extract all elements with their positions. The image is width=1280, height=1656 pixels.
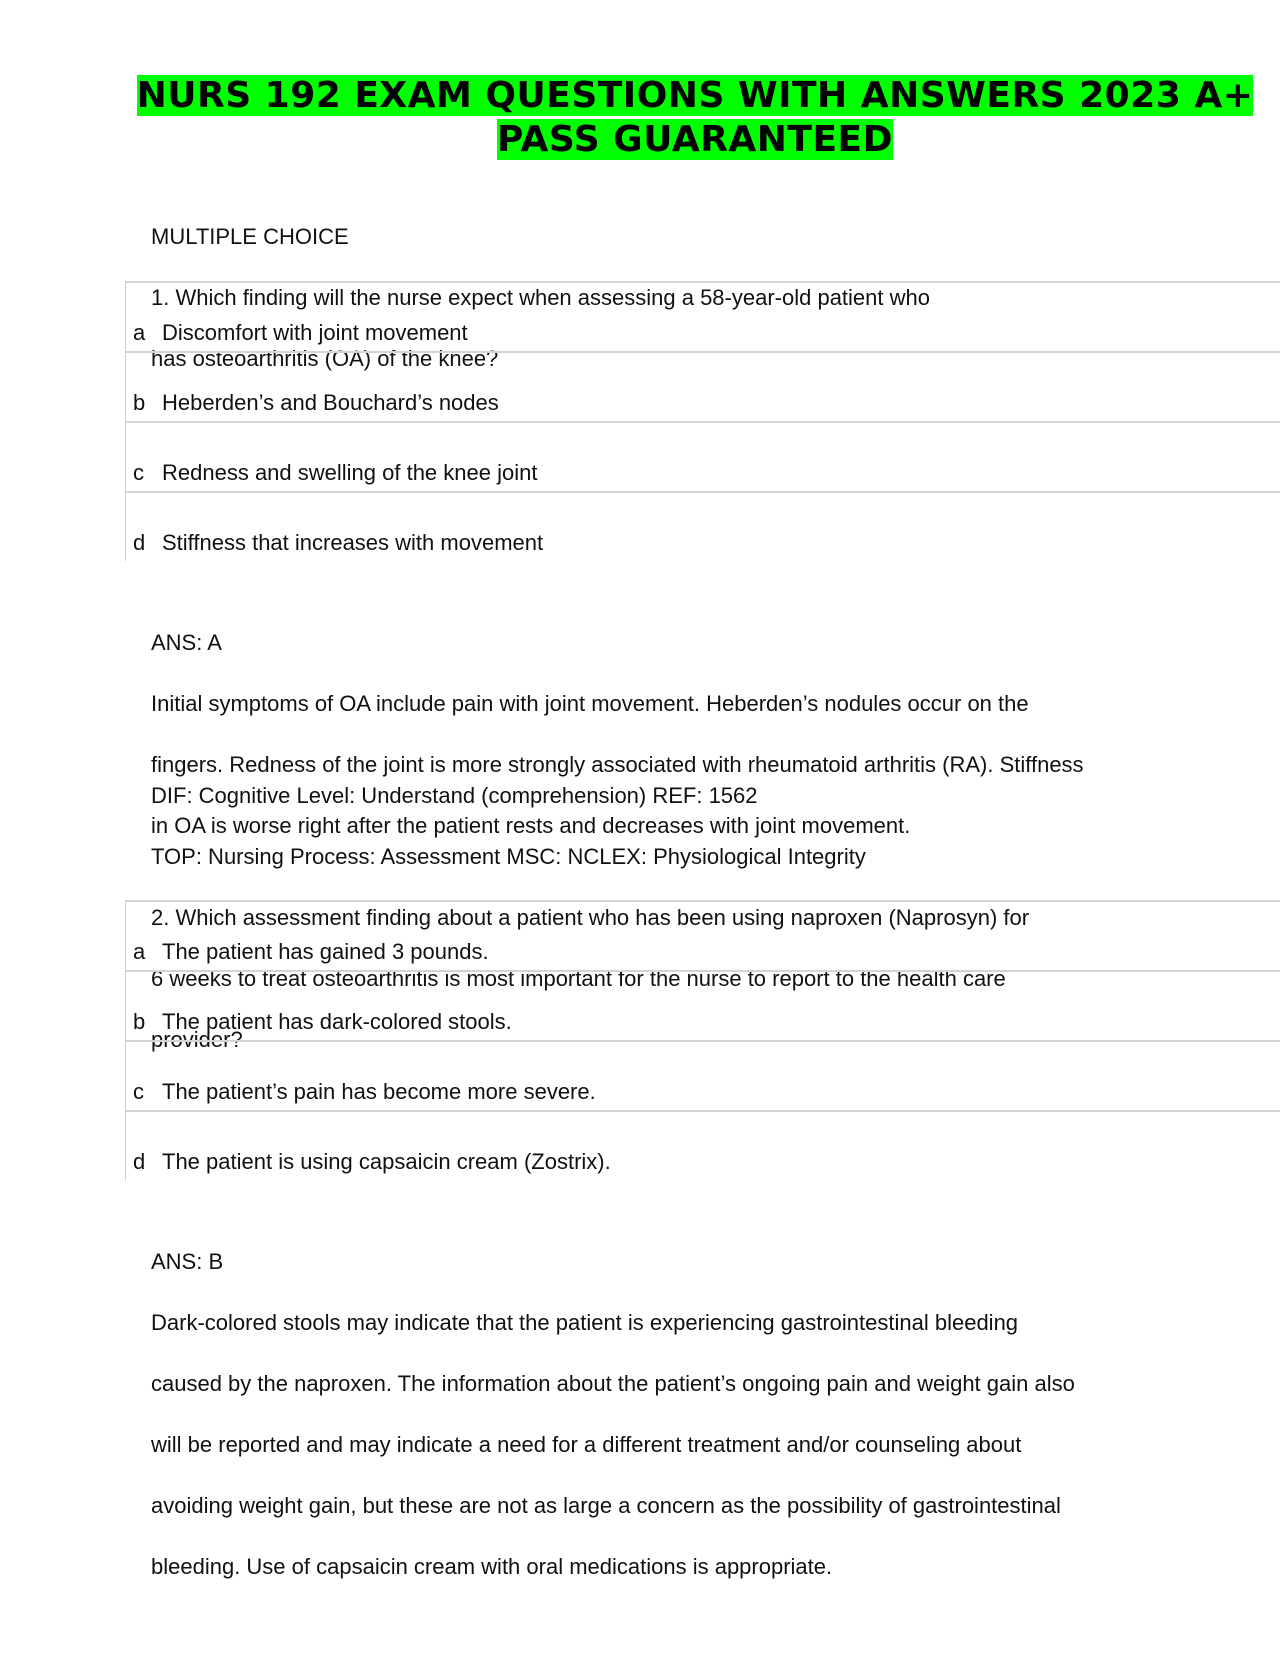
question-1-choice-b bbox=[126, 351, 1280, 421]
question-1-prompt-line-1: 1. Which finding will the nurse expect when assessing a 58-year-old patient who bbox=[151, 284, 930, 310]
question-2-choice-c bbox=[126, 1040, 1280, 1110]
question-2-rationale-line-1: Dark-colored stools may indicate that the patient is experiencing gastrointestinal bleeding bbox=[151, 1309, 1019, 1335]
question-2-answer: ANS: B bbox=[151, 1248, 224, 1274]
question-1-rationale-line-3: in OA is worse right after the patient rests and decreases with joint movement. bbox=[151, 812, 911, 838]
question-2-prompt-line-2: 6 weeks to treat osteoarthritis is most important for the nurse to report to the health care bbox=[151, 965, 1006, 991]
question-2-choices bbox=[125, 900, 1280, 1180]
choice-text: The patient has dark-colored stools. bbox=[162, 1009, 512, 1034]
question-1-choice-d bbox=[126, 491, 1280, 561]
question-1-choice-c bbox=[126, 421, 1280, 491]
title-line-1: NURS 192 EXAM QUESTIONS WITH ANSWERS 2023 A+ bbox=[136, 75, 1254, 116]
question-1-answer: ANS: A bbox=[151, 629, 222, 655]
question-2-prompt-line-3: provider? bbox=[151, 1026, 243, 1052]
question-2-prompt-line-1: 2. Which assessment finding about a patient who has been using naproxen (Naprosyn) for bbox=[151, 904, 1030, 930]
question-1-choices bbox=[125, 281, 1280, 561]
choice-text: The patient’s pain has become more severe. bbox=[162, 1079, 596, 1104]
question-2-answer-block bbox=[151, 1216, 1075, 1613]
choice-text: Heberden’s and Bouchard’s nodes bbox=[162, 390, 499, 415]
choice-text: The patient has gained 3 pounds. bbox=[162, 939, 489, 964]
question-1-rationale-line-2: fingers. Redness of the joint is more strongly associated with rheumatoid arthritis (RA). Stiffness bbox=[151, 751, 1084, 777]
section-heading-text: MULTIPLE CHOICE bbox=[151, 223, 349, 249]
choice-letter: b bbox=[133, 390, 146, 415]
question-1-prompt-line-2: has osteoarthritis (OA) of the knee? bbox=[151, 345, 499, 371]
choice-text: Stiffness that increases with movement bbox=[162, 530, 544, 555]
choice-letter: c bbox=[133, 460, 144, 485]
choice-text: The patient is using capsaicin cream (Zostrix). bbox=[162, 1149, 611, 1174]
choice-letter: b bbox=[133, 1009, 146, 1034]
choice-letter: c bbox=[133, 1079, 144, 1104]
question-1-rationale-line-1: Initial symptoms of OA include pain with joint movement. Heberden’s nodules occur on the bbox=[151, 690, 1029, 716]
title-line-2: PASS GUARANTEED bbox=[496, 119, 894, 160]
question-1-meta-line-2: TOP: Nursing Process: Assessment MSC: NCLEX: Physiological Integrity bbox=[151, 843, 866, 869]
question-2-choice-b bbox=[126, 970, 1280, 1040]
choice-letter: d bbox=[133, 1149, 146, 1174]
choice-letter: a bbox=[133, 320, 146, 345]
choice-letter: a bbox=[133, 939, 146, 964]
document-title bbox=[120, 74, 1270, 162]
question-1-choice-a bbox=[126, 281, 1280, 351]
question-2-rationale-line-3: will be reported and may indicate a need for a different treatment and/or counseling about bbox=[151, 1431, 1022, 1457]
question-2-rationale-line-2: caused by the naproxen. The information about the patient’s ongoing pain and weight gain also bbox=[151, 1370, 1075, 1396]
choice-letter: d bbox=[133, 530, 146, 555]
choice-text: Redness and swelling of the knee joint bbox=[162, 460, 538, 485]
question-2-choice-d bbox=[126, 1110, 1280, 1180]
question-2-choice-a bbox=[126, 900, 1280, 970]
question-1-meta-line-1: DIF: Cognitive Level: Understand (comprehension) REF: 1562 bbox=[151, 782, 758, 808]
choice-text: Discomfort with joint movement bbox=[162, 320, 468, 345]
question-2-rationale-line-5: bleeding. Use of capsaicin cream with oral medications is appropriate. bbox=[151, 1553, 833, 1579]
question-2-rationale-line-4: avoiding weight gain, but these are not as large a concern as the possibility of gastrointestinal bbox=[151, 1492, 1061, 1518]
